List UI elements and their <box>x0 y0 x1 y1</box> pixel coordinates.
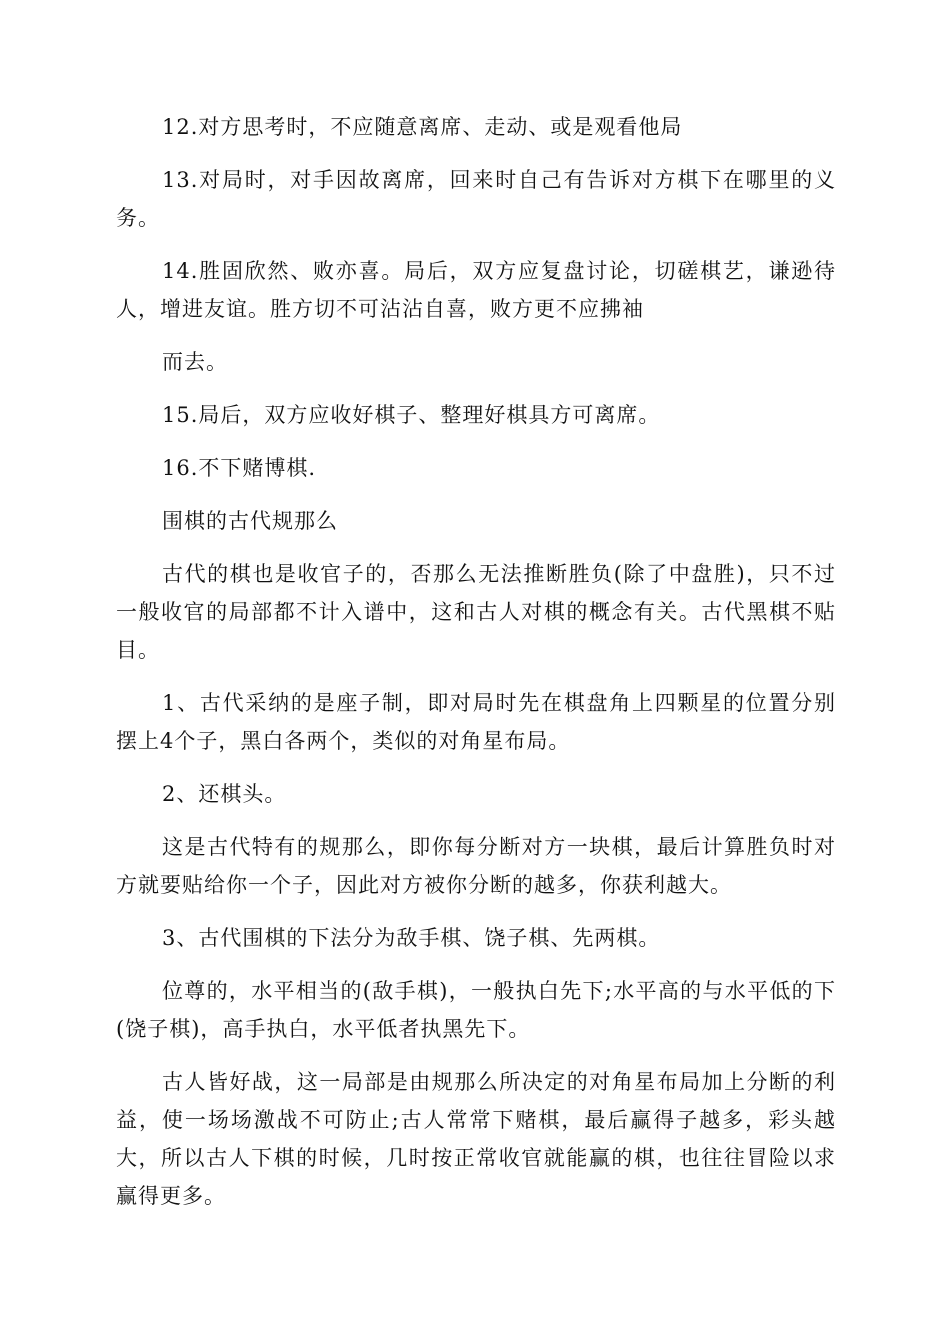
paragraph-ancient-endgame: 古代的棋也是收官子的，否那么无法推断胜负(除了中盘胜)，只不过一般收官的局部都不计入谱中，这和古人对棋的概念有关。古代黑棋不贴目。 <box>116 562 836 662</box>
section-heading-ancient-rules: 围棋的古代规那么 <box>162 509 338 533</box>
paragraph-point-2-detail: 这是古代特有的规那么，即你每分断对方一块棋，最后计算胜负时对方就要贴给你一个子，因此对方被你分断的越多，你获利越大。 <box>116 835 836 897</box>
paragraph-point-2-heading: 2、还棋头。 <box>162 782 287 806</box>
paragraph-point-3-heading: 3、古代围棋的下法分为敌手棋、饶子棋、先两棋。 <box>162 926 661 950</box>
paragraph-ancient-fighting: 古人皆好战，这一局部是由规那么所决定的对角星布局加上分断的利益，使一场场激战不可防止;古人常常下赌棋，最后赢得子越多，彩头越大，所以古人下棋的时候，几时按正常收官就能赢的棋，也往往冒险以求赢得更多。 <box>116 1070 836 1208</box>
paragraph-point-3-detail: 位尊的，水平相当的(敌手棋)，一般执白先下;水平高的与水平低的下(饶子棋)，高手执白，水平低者执黑先下。 <box>116 979 836 1041</box>
paragraph-point-1-seated-stones: 1、古代采纳的是座子制，即对局时先在棋盘角上四颗星的位置分别摆上4个子，黑白各两个，类似的对角星布局。 <box>116 691 836 753</box>
paragraph-rule-12: 12.对方思考时，不应随意离席、走动、或是观看他局 <box>162 115 683 139</box>
paragraph-rule-16: 16.不下赌博棋. <box>162 456 317 480</box>
paragraph-rule-14: 14.胜固欣然、败亦喜。局后，双方应复盘讨论，切磋棋艺，谦逊待人，增进友谊。胜方切不可沾沾自喜，败方更不应拂袖 <box>116 259 836 321</box>
paragraph-rule-13: 13.对局时，对手因故离席，回来时自己有告诉对方棋下在哪里的义务。 <box>116 168 836 230</box>
paragraph-rule-15: 15.局后，双方应收好棋子、整理好棋具方可离席。 <box>162 403 661 427</box>
paragraph-rule-14-continued: 而去。 <box>162 350 228 374</box>
document-body <box>116 108 836 1230</box>
